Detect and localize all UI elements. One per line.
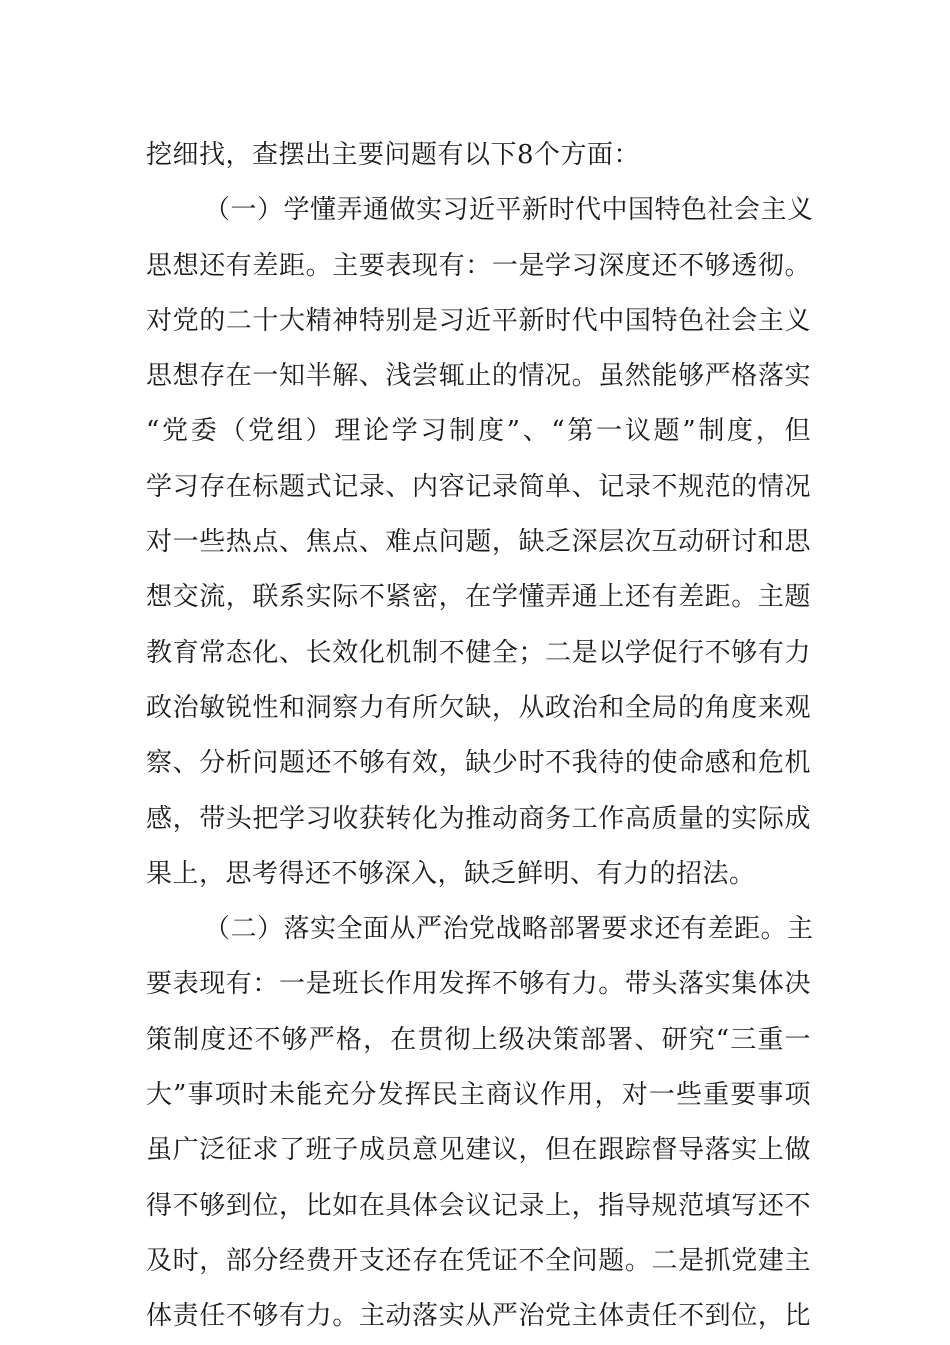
text-line: 想交流，联系实际不紧密，在学懂弄通上还有差距。主题 xyxy=(146,582,811,613)
text-line: 策制度还不够严格，在贯彻上级决策部署、研究“三重一 xyxy=(146,1024,811,1055)
text-line: 及时，部分经费开支还存在凭证不全问题。二是抓党建主 xyxy=(146,1245,811,1276)
text-line: 对一些热点、焦点、难点问题，缺乏深层次互动研讨和思 xyxy=(146,527,811,558)
text-line: 大”事项时未能充分发挥民主商议作用，对一些重要事项 xyxy=(146,1080,811,1111)
text-line: 学习存在标题式记录、内容记录简单、记录不规范的情况 xyxy=(146,471,811,502)
text-line: 思想存在一知半解、浅尝辄止的情况。虽然能够严格落实 xyxy=(146,361,811,392)
text-line: 教育常态化、长效化机制不健全；二是以学促行不够有力 xyxy=(146,637,811,668)
text-line: 得不够到位，比如在具体会议记录上，指导规范填写还不 xyxy=(146,1190,811,1221)
text-line: 果上，思考得还不够深入，缺乏鲜明、有力的招法。 xyxy=(146,858,756,889)
text-line: 察、分析问题还不够有效，缺少时不我待的使命感和危机 xyxy=(146,748,811,779)
text-line: 感，带头把学习收获转化为推动商务工作高质量的实际成 xyxy=(146,803,811,834)
document-body xyxy=(146,128,814,1345)
text-line: 对党的二十大精神特别是习近平新时代中国特色社会主义 xyxy=(146,305,811,336)
text-line: 体责任不够有力。主动落实从严治党主体责任不到位，比 xyxy=(146,1301,811,1332)
text-line: 思想还有差距。主要表现有：一是学习深度还不够透彻。 xyxy=(146,250,811,281)
paragraph-heading-line: （一）学懂弄通做实习近平新时代中国特色社会主义 xyxy=(204,195,814,226)
text-line: 挖细找，查摆出主要问题有以下8个方面： xyxy=(146,140,641,170)
text-line: 政治敏锐性和洞察力有所欠缺，从政治和全局的角度来观 xyxy=(146,692,811,723)
text-line: 虽广泛征求了班子成员意见建议，但在跟踪督导落实上做 xyxy=(146,1135,811,1166)
text-line: 要表现有：一是班长作用发挥不够有力。带头落实集体决 xyxy=(146,969,811,1000)
paragraph-heading-line: （二）落实全面从严治党战略部署要求还有差距。主 xyxy=(204,914,814,945)
text-line: “党委（党组）理论学习制度”、“第一议题”制度，但 xyxy=(146,416,811,447)
